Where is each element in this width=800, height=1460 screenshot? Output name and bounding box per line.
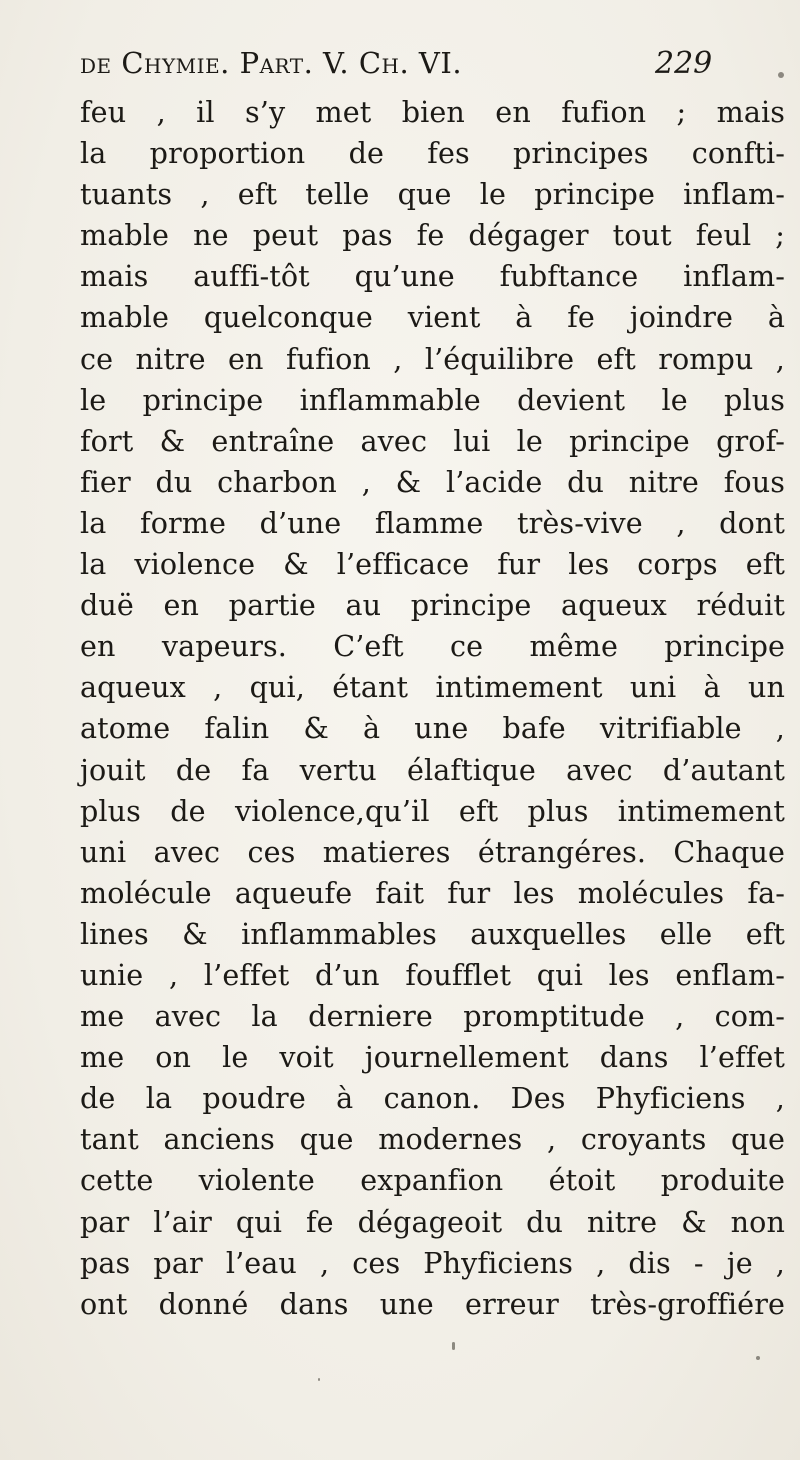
text-line: mais auffi-tôt qu’une fubftance inflam- [80,259,785,294]
text-line: lines & inflammables auxquelles elle eft [80,916,785,951]
text-line: le principe inflammable devient le plus [80,382,785,417]
text-line: plus de violence,qu’il eft plus intimement [80,793,785,828]
text-line: tuants , eft telle que le principe inflam- [80,177,785,212]
running-head [0,46,800,86]
body-text [80,92,785,1325]
text-line: tant anciens que modernes , croyants que [80,1122,785,1157]
text-line: pas par l’eau , ces Phyficiens , dis - je , [80,1245,785,1280]
text-line: atome falin & à une bafe vitrifiable , [80,711,785,746]
text-line: la violence & l’efficace fur les corps eft [80,547,785,582]
text-line: mable quelconque vient à fe joindre à [80,300,785,335]
text-line: ont donné dans une erreur très-groffiére [80,1286,785,1321]
text-line: me avec la derniere promptitude , com- [80,999,785,1034]
text-line: cette violente expanfion étoit produite [80,1163,785,1198]
paper-speck [318,1378,320,1381]
text-line: par l’air qui fe dégageoit du nitre & non [80,1204,785,1239]
text-line: mable ne peut pas fe dégager tout feul ; [80,218,785,253]
text-line: me on le voit journellement dans l’effet [80,1040,785,1075]
text-line: fort & entraîne avec lui le principe grof- [80,423,785,458]
text-line: jouit de fa vertu élaftique avec d’autant [80,752,785,787]
text-line: la proportion de fes principes confti- [80,136,785,171]
text-line: de la poudre à canon. Des Phyficiens , [80,1081,785,1116]
running-head-title: de Chymie. Part. V. Ch. VI. [80,46,463,80]
text-line: ce nitre en fufion , l’équilibre eft rompu , [80,341,785,376]
paper-speck [778,72,784,78]
text-line: en vapeurs. C’eft ce même principe [80,629,785,664]
text-line: duë en partie au principe aqueux réduit [80,588,785,623]
paper-speck [452,1342,455,1350]
text-line: feu , il s’y met bien en fufion ; mais [80,95,785,129]
text-line: la forme d’une flamme très-vive , dont [80,505,785,540]
text-line: fier du charbon , & l’acide du nitre fous [80,464,785,499]
paper-speck [756,1356,760,1360]
text-line: uni avec ces matieres étrangéres. Chaque [80,834,785,869]
text-line: aqueux , qui, étant intimement uni à un [80,670,785,705]
text-line: molécule aqueufe fait fur les molécules fa- [80,875,785,910]
page-number: 229 [655,46,713,81]
text-line: unie , l’effet d’un foufflet qui les enflam- [80,957,785,992]
